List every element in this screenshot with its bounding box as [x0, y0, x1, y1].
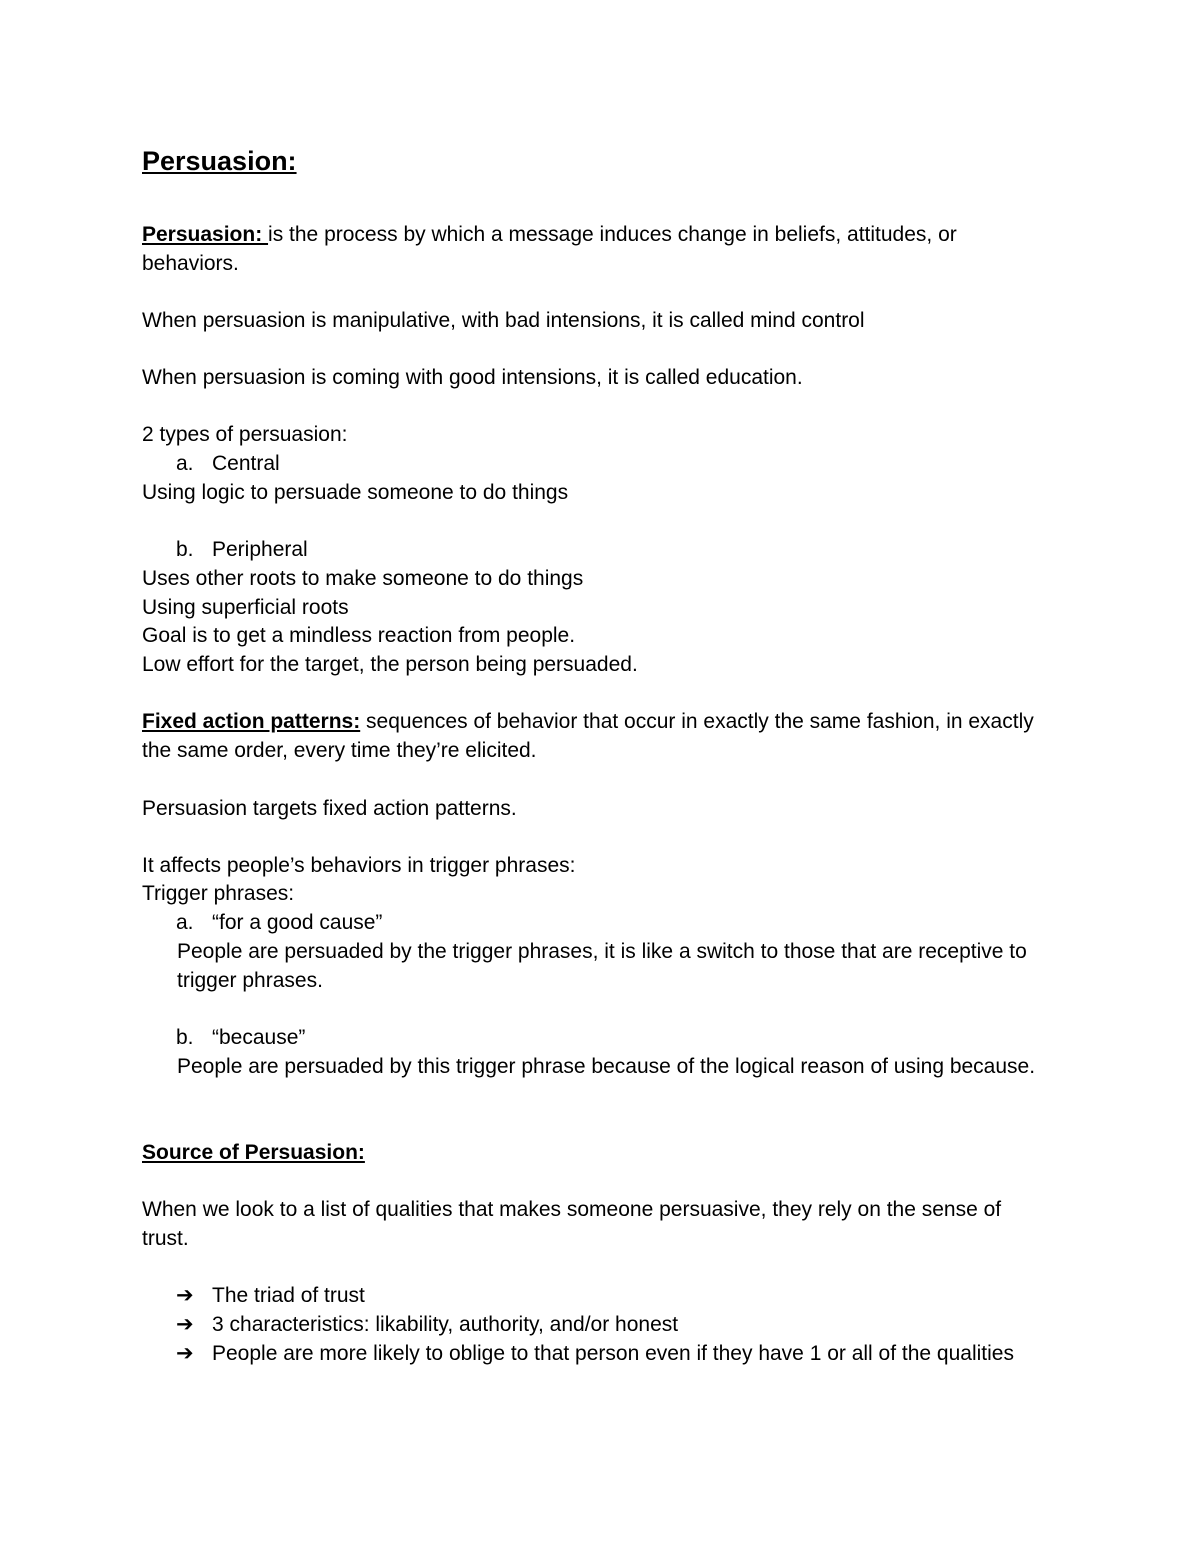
- types-heading: 2 types of persuasion:: [142, 423, 348, 446]
- type-b-marker: b.: [176, 538, 194, 561]
- trigger-a-description-1: People are persuaded by the trigger phrases, it is like a switch to those that are receptive to: [177, 940, 1027, 963]
- type-b-description-2: Using superficial roots: [142, 596, 349, 619]
- source-bullet-3-text: People are more likely to oblige to that person even if they have 1 or all of the qualities: [212, 1342, 1014, 1365]
- mind-control-paragraph: When persuasion is manipulative, with bad intensions, it is called mind control: [142, 309, 865, 332]
- type-b-label: Peripheral: [212, 538, 308, 561]
- trigger-a-marker: a.: [176, 911, 194, 934]
- source-bullet-1-text: The triad of trust: [212, 1284, 365, 1307]
- education-paragraph: When persuasion is coming with good intensions, it is called education.: [142, 366, 803, 389]
- fixed-action-line-2: the same order, every time they’re elicited.: [142, 739, 537, 762]
- trigger-a-description-2: trigger phrases.: [177, 969, 323, 992]
- type-b-description-1: Uses other roots to make someone to do things: [142, 567, 584, 590]
- definition-line-1: [142, 221, 957, 249]
- trigger-heading: Trigger phrases:: [142, 882, 295, 905]
- targets-paragraph: Persuasion targets fixed action patterns.: [142, 797, 517, 820]
- type-a-label: Central: [212, 452, 280, 475]
- definition-line-2: behaviors.: [142, 252, 239, 275]
- fixed-action-text-1: sequences of behavior that occur in exactly the same fashion, in exactly: [360, 710, 1034, 733]
- arrow-icon: ➔: [176, 1284, 194, 1307]
- fixed-action-line-1: [142, 708, 1034, 736]
- source-heading: Source of Persuasion:: [142, 1141, 365, 1164]
- source-bullet-2-text: 3 characteristics: likability, authority, and/or honest: [212, 1313, 679, 1336]
- trigger-a-phrase: “for a good cause”: [212, 911, 383, 934]
- source-text-1: When we look to a list of qualities that makes someone persuasive, they rely on the sense of: [142, 1198, 1002, 1221]
- arrow-icon: ➔: [176, 1313, 194, 1336]
- document-title: Persuasion:: [142, 146, 297, 176]
- source-text-2: trust.: [142, 1227, 189, 1250]
- trigger-intro: It affects people’s behaviors in trigger phrases:: [142, 854, 576, 877]
- type-a-description: Using logic to persuade someone to do things: [142, 481, 569, 504]
- trigger-b-phrase: “because”: [212, 1026, 306, 1049]
- trigger-b-marker: b.: [176, 1026, 194, 1049]
- type-b-description-3: Goal is to get a mindless reaction from people.: [142, 624, 576, 647]
- trigger-b-description: People are persuaded by this trigger phrase because of the logical reason of using because.: [177, 1055, 1036, 1078]
- arrow-icon: ➔: [176, 1342, 194, 1365]
- type-b-description-4: Low effort for the target, the person being persuaded.: [142, 653, 638, 676]
- type-a-marker: a.: [176, 452, 194, 475]
- fixed-action-term: Fixed action patterns:: [142, 710, 361, 733]
- definition-text-1: is the process by which a message induces change in beliefs, attitudes, or: [268, 223, 957, 246]
- definition-term: Persuasion:: [142, 223, 269, 246]
